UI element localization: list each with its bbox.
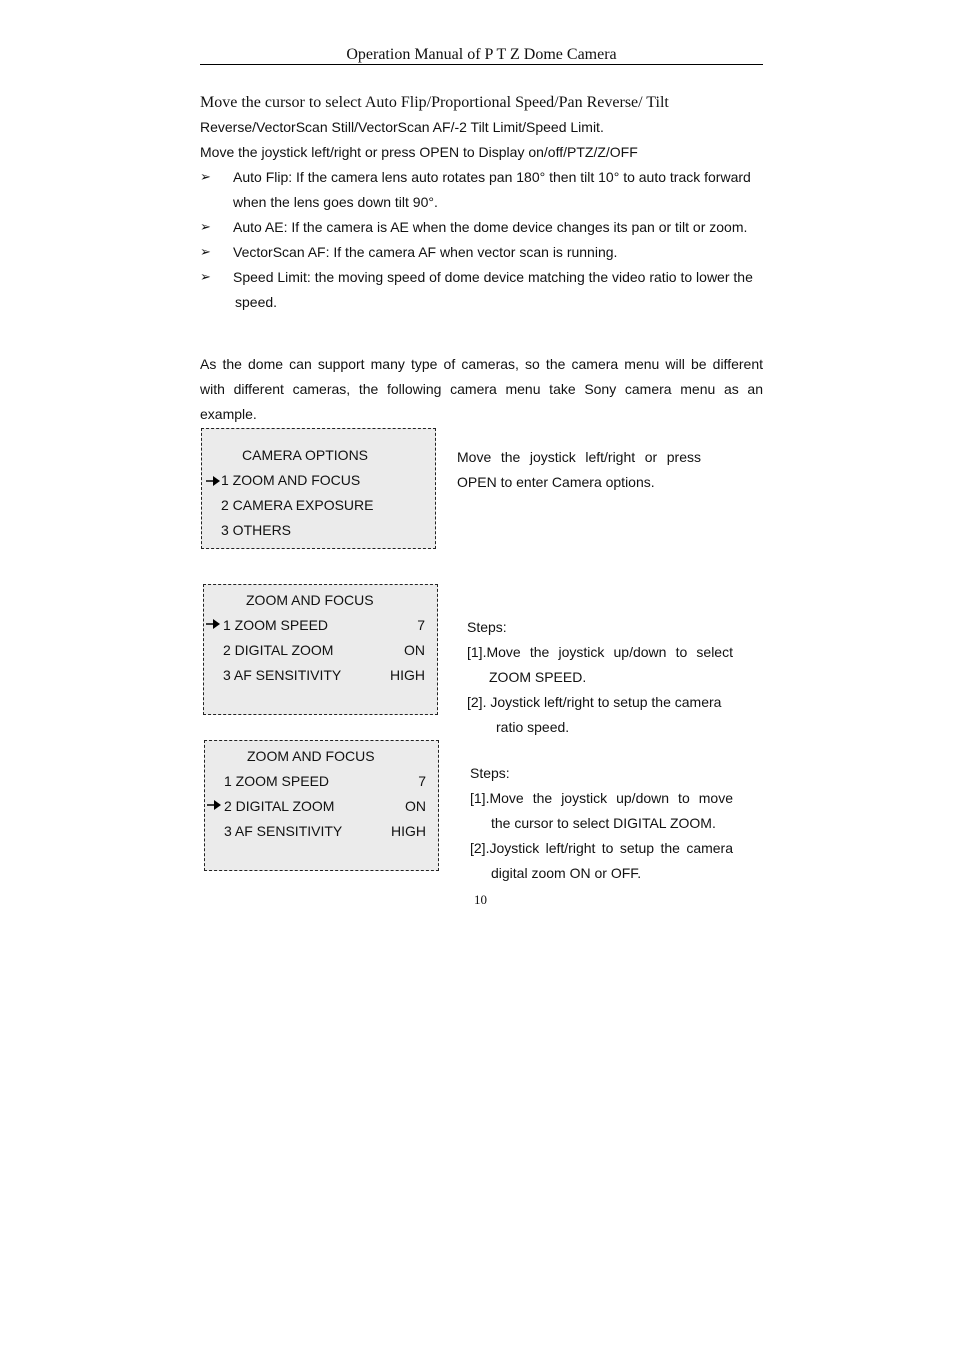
menu-item-zoom-speed[interactable]: 1 ZOOM SPEED <box>223 617 329 633</box>
step-2-line-2: ratio speed. <box>496 719 570 735</box>
menu-item-digital-zoom[interactable]: 2 DIGITAL ZOOM <box>223 642 334 658</box>
bullet-auto-flip-line-2: when the lens goes down tilt 90°. <box>233 194 438 210</box>
steps-heading: Steps: <box>470 765 510 781</box>
step-1-line-2: the cursor to select DIGITAL ZOOM. <box>491 815 716 831</box>
zoom-speed-value: 7 <box>418 773 426 789</box>
paragraph-line-3: example. <box>200 406 257 422</box>
bullet-arrow-icon: ➢ <box>200 269 211 284</box>
menu-title: ZOOM AND FOCUS <box>246 592 374 608</box>
paragraph-line-2: with different cameras, the following camera menu take Sony camera menu as an <box>200 381 763 397</box>
intro-line-3: Move the joystick left/right or press OPEN to Display on/off/PTZ/Z/OFF <box>200 144 638 160</box>
menu-title: CAMERA OPTIONS <box>242 447 369 463</box>
page-header-title: Operation Manual of P T Z Dome Camera <box>200 46 763 65</box>
menu1-desc-line-1: Move the joystick left/right or press <box>457 449 701 465</box>
page-number: 10 <box>474 892 487 907</box>
menu-item-af-sensitivity[interactable]: 3 AF SENSITIVITY <box>224 823 343 839</box>
af-sensitivity-value: HIGH <box>391 823 426 839</box>
digital-zoom-value: ON <box>404 642 425 658</box>
af-sensitivity-value: HIGH <box>390 667 425 683</box>
cursor-arrow-icon <box>206 618 220 630</box>
intro-line-2: Reverse/VectorScan Still/VectorScan AF/-2 Tilt Limit/Speed Limit. <box>200 119 604 135</box>
bullet-speed-limit-line-1: Speed Limit: the moving speed of dome device matching the video ratio to lower the <box>233 269 753 285</box>
digital-zoom-value: ON <box>405 798 426 814</box>
zoom-and-focus-menu <box>203 584 438 715</box>
step-2-line-2: digital zoom ON or OFF. <box>491 865 642 881</box>
step-1-line-1: [1].Move the joystick up/down to move <box>470 790 733 806</box>
step-1-line-2: ZOOM SPEED. <box>489 669 587 685</box>
steps-heading: Steps: <box>467 619 507 635</box>
step-1-line-1: [1].Move the joystick up/down to select <box>467 644 733 660</box>
intro-line-1: Move the cursor to select Auto Flip/Proportional Speed/Pan Reverse/ Tilt <box>200 94 669 111</box>
bullet-vectorscan-af: VectorScan AF: If the camera AF when vector scan is running. <box>233 244 618 260</box>
bullet-arrow-icon: ➢ <box>200 169 211 184</box>
menu1-desc-line-2: OPEN to enter Camera options. <box>457 474 655 490</box>
bullet-arrow-icon: ➢ <box>200 219 211 234</box>
bullet-arrow-icon: ➢ <box>200 244 211 259</box>
camera-options-menu <box>201 428 436 549</box>
menu-item-others[interactable]: 3 OTHERS <box>221 522 292 538</box>
menu-title: ZOOM AND FOCUS <box>247 748 375 764</box>
bullet-speed-limit-line-2: speed. <box>235 294 278 310</box>
paragraph-line-1: As the dome can support many type of cameras, so the camera menu will be different <box>200 356 763 372</box>
zoom-speed-value: 7 <box>417 617 425 633</box>
menu-item-zoom-and-focus[interactable]: 1 ZOOM AND FOCUS <box>221 472 361 488</box>
cursor-arrow-icon <box>206 475 220 487</box>
zoom-and-focus-menu-digital <box>204 740 439 871</box>
menu-item-af-sensitivity[interactable]: 3 AF SENSITIVITY <box>223 667 342 683</box>
bullet-auto-flip-line-1: Auto Flip: If the camera lens auto rotates pan 180° then tilt 10° to auto track forward <box>233 169 751 185</box>
cursor-arrow-icon <box>207 799 221 811</box>
menu-item-camera-exposure[interactable]: 2 CAMERA EXPOSURE <box>221 497 374 513</box>
menu-item-zoom-speed[interactable]: 1 ZOOM SPEED <box>224 773 330 789</box>
menu-item-digital-zoom[interactable]: 2 DIGITAL ZOOM <box>224 798 335 814</box>
bullet-auto-ae: Auto AE: If the camera is AE when the dome device changes its pan or tilt or zoom. <box>233 219 748 235</box>
step-2-line-1: [2].Joystick left/right to setup the camera <box>470 840 733 856</box>
step-2-line-1: [2]. Joystick left/right to setup the camera <box>467 694 722 710</box>
